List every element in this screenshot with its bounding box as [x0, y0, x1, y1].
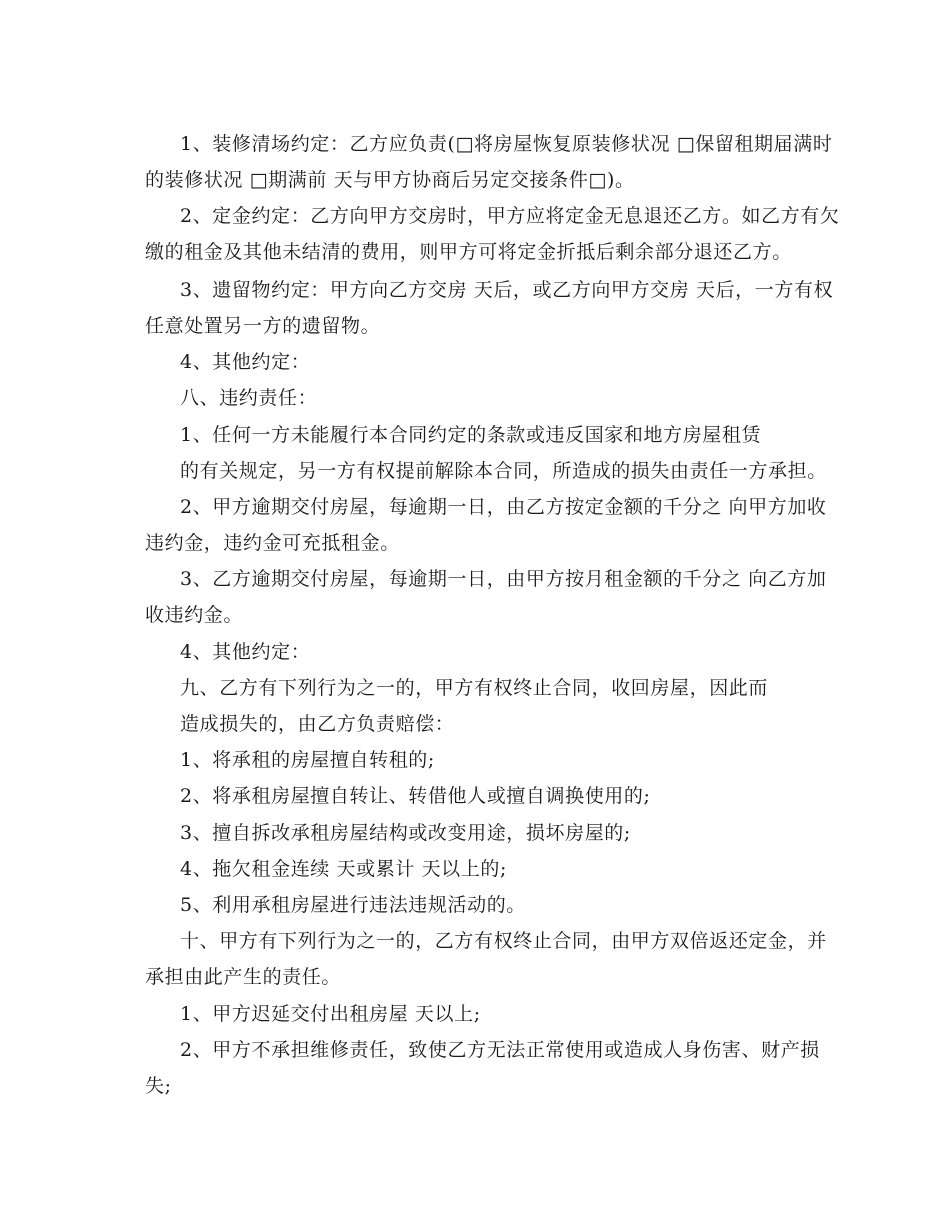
text-line: 造成损失的，由乙方负责赔偿： [180, 713, 455, 735]
text-line: 的有关规定，另一方有权提前解除本合同，所造成的损失由责任一方承担。 [180, 460, 827, 482]
text-line: 3、遗留物约定：甲方向乙方交房 天后，或乙方向甲方交房 天后，一方有权 [180, 279, 834, 301]
text-line: 1、甲方迟延交付出租房屋 天以上; [180, 1003, 481, 1025]
text-line: 2、甲方不承担维修责任，致使乙方无法正常使用或造成人身伤害、财产损 [180, 1039, 820, 1061]
text-line: 2、甲方逾期交付房屋，每逾期一日，由乙方按定金额的千分之 向甲方加收 [180, 496, 827, 518]
text-line: 1、装修清场约定：乙方应负责(□将房屋恢复原装修状况 □保留租期届满时 [180, 133, 833, 155]
text-line: 缴的租金及其他未结清的费用，则甲方可将定金折抵后剩余部分退还乙方。 [145, 241, 792, 263]
text-line: 2、将承租房屋擅自转让、转借他人或擅自调换使用的; [180, 785, 651, 807]
text-line: 4、其他约定： [180, 641, 311, 663]
section-heading: 十、甲方有下列行为之一的，乙方有权终止合同，由甲方双倍返还定金，并 [180, 930, 827, 952]
text-line: 任意处置另一方的遗留物。 [145, 315, 381, 337]
text-line: 的装修状况 □期满前 天与甲方协商后另定交接条件□)。 [145, 169, 635, 191]
text-line: 4、其他约定： [180, 351, 311, 373]
text-line: 5、利用承租房屋进行违法违规活动的。 [180, 894, 526, 916]
text-line: 失; [145, 1075, 172, 1097]
section-heading: 九、乙方有下列行为之一的，甲方有权终止合同，收回房屋，因此而 [180, 677, 769, 699]
text-line: 违约金，违约金可充抵租金。 [145, 532, 400, 554]
text-line: 3、擅自拆改承租房屋结构或改变用途，损坏房屋的; [180, 822, 631, 844]
text-line: 1、任何一方未能履行本合同约定的条款或违反国家和地方房屋租赁 [180, 424, 762, 446]
text-line: 收违约金。 [145, 604, 244, 626]
section-heading: 八、违约责任： [180, 387, 318, 409]
text-line: 1、将承租的房屋擅自转租的; [180, 749, 435, 771]
text-line: 3、乙方逾期交付房屋，每逾期一日，由甲方按月租金额的千分之 向乙方加 [180, 568, 827, 590]
text-line: 4、拖欠租金连续 天或累计 天以上的; [180, 858, 507, 880]
text-line: 2、定金约定：乙方向甲方交房时，甲方应将定金无息退还乙方。如乙方有欠 [180, 205, 840, 227]
text-line: 承担由此产生的责任。 [145, 966, 342, 988]
